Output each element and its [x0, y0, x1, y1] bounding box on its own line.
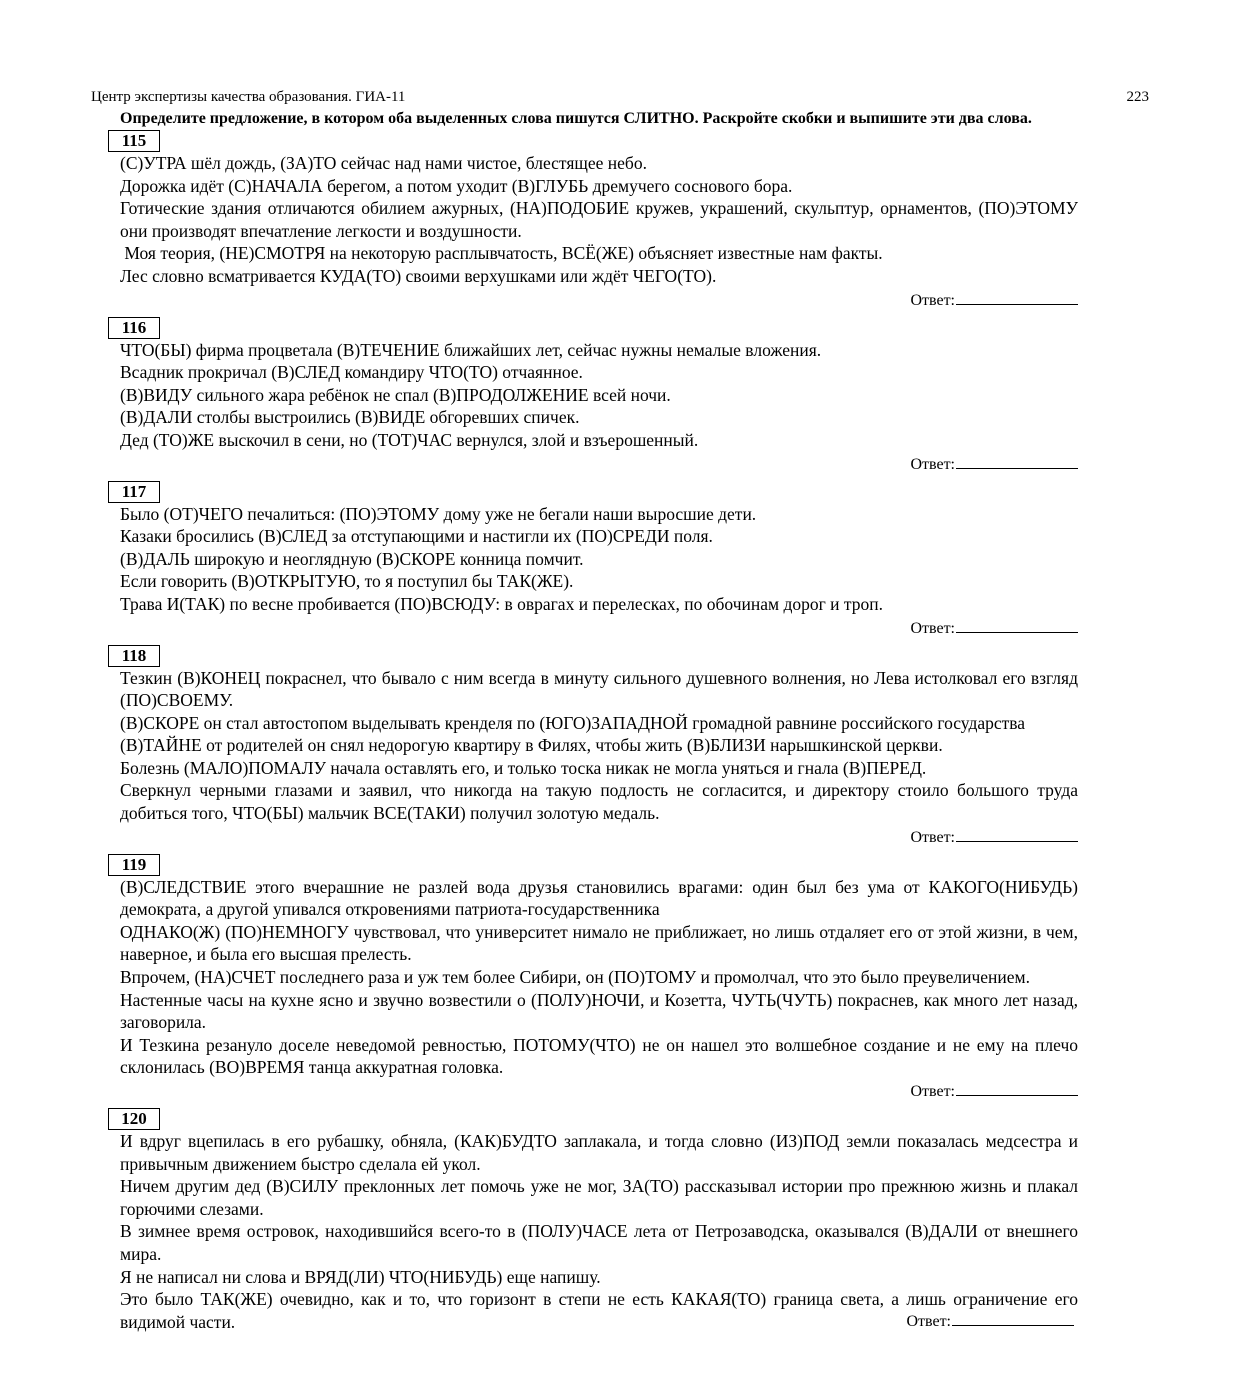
sentence: (В)СЛЕДСТВИЕ этого вчерашние не разлей вода друзья становились врагами: один был без ума от КАКОГО(НИБУДЬ) демократа, а другой упивался откровениями патриота-государственника [120, 876, 1078, 920]
sentence: (В)ТАЙНЕ от родителей он снял недорогую квартиру в Филях, чтобы жить (В)БЛИЗИ нарышкинской церкви. [120, 735, 943, 756]
task-117 [120, 480, 1078, 640]
answer-label: Ответ: [910, 828, 955, 846]
answer-label: Ответ: [910, 1083, 955, 1100]
task-118 [120, 644, 1078, 849]
task-number: 119 [108, 854, 160, 876]
instruction-text: Определите предложение, в котором оба выделенных слова пишутся СЛИТНО. Раскройте скобки и выпишите эти два слова. [120, 110, 1032, 127]
answer-row [120, 616, 1078, 640]
sentence: Если говорить (В)ОТКРЫТУЮ, то я поступил бы ТАК(ЖЕ). [120, 571, 574, 592]
sentence: Я не написал ни слова и ВРЯД(ЛИ) ЧТО(НИБУДЬ) еще напишу. [120, 1266, 601, 1287]
sentence: Всадник прокричал (В)СЛЕД командиру ЧТО(ТО) отчаянное. [120, 362, 583, 383]
task-number: 120 [108, 1108, 160, 1130]
answer-line[interactable] [956, 825, 1078, 842]
task-120 [120, 1107, 1078, 1333]
answer-label: Ответ: [906, 1312, 951, 1330]
sentence: И Тезкина резануло доселе неведомой ревностью, ПОТОМУ(ЧТО) не он нашел это волшебное создание и не ему на плечо склонилась (ВО)ВРЕМЯ танца аккуратная головка. [120, 1034, 1078, 1078]
answer-line[interactable] [956, 288, 1078, 305]
sentence: Сверкнул черными глазами и заявил, что никогда на такую подлость не согласится, и директору стоило большого труда добиться того, ЧТО(БЫ) мальчик ВСЕ(ТАКИ) получил золотую медаль. [120, 780, 1078, 824]
task-119 [120, 853, 1078, 1103]
answer-line[interactable] [956, 616, 1078, 633]
sentence: Тезкин (В)КОНЕЦ покраснел, что бывало с ним всегда в минуту сильного душевного волнения, но Лева истолковал его взгляд (ПО)СВОЕМУ. [120, 667, 1078, 711]
sentence: Ничем другим дед (В)СИЛУ преклонных лет помочь уже не мог, ЗА(ТО) рассказывал истории про прежнюю жизнь и плакал горючими слезами. [120, 1176, 1078, 1219]
sentence: (В)ДАЛЬ широкую и неоглядную (В)СКОРЕ конница помчит. [120, 548, 584, 569]
sentence: Дед (ТО)ЖЕ выскочил в сени, но (ТОТ)ЧАС вернулся, злой и взъерошенный. [120, 429, 699, 450]
page-header [91, 89, 1149, 109]
answer-row [120, 288, 1078, 312]
answer-label: Ответ: [910, 291, 955, 309]
sentence: Казаки бросились (В)СЛЕД за отступающими и настигли их (ПО)СРЕДИ поля. [120, 526, 713, 547]
task-number: 115 [108, 130, 160, 152]
sentence: Это было ТАК(ЖЕ) очевидно, как и то, что горизонт в степи не есть КАКАЯ(ТО) граница света, а лишь ограничение его видимой части. [120, 1289, 1078, 1332]
page-number: 223 [1126, 89, 1149, 105]
sentence: Трава И(ТАК) по весне пробивается (ПО)ВСЮДУ: в оврагах и перелесках, по обочинам дорог и троп. [120, 593, 884, 614]
sentence: Дорожка идёт (С)НАЧАЛА берегом, а потом уходит (В)ГЛУБЬ дремучего соснового бора. [120, 175, 793, 196]
sentence: (С)УТРА шёл дождь, (ЗА)ТО сейчас над нами чистое, блестящее небо. [120, 153, 647, 173]
answer-line[interactable] [952, 1309, 1074, 1326]
answer-line[interactable] [956, 1079, 1078, 1096]
sentence: (В)СКОРЕ он стал автостопом выделывать кренделя по (ЮГО)ЗАПАДНОЙ громадной равнине российского государства [120, 712, 1026, 733]
last-sentence-row [120, 1288, 1078, 1333]
answer-row [120, 1079, 1078, 1103]
task-number: 116 [108, 317, 160, 339]
sentence: Готические здания отличаются обилием ажурных, (НА)ПОДОБИЕ кружев, украшений, скульптур, орнаментов, (ПО)ЭТОМУ они производят впечатление легкости и воздушности. [120, 198, 1078, 241]
sentence: (В)ВИДУ сильного жара ребёнок не спал (В)ПРОДОЛЖЕНИЕ всей ночи. [120, 384, 671, 405]
answer-row [906, 1309, 1074, 1334]
sentence: В зимнее время островок, находившийся всего-то в (ПОЛУ)ЧАСЕ лета от Петрозаводска, оказывался (В)ДАЛИ от внешнего мира. [120, 1221, 1078, 1264]
header-title: Центр экспертизы качества образования. ГИА-11 [91, 89, 406, 105]
task-number: 117 [108, 481, 160, 503]
sentence: Лес словно всматривается КУДА(ТО) своими верхушками или ждёт ЧЕГО(ТО). [120, 265, 717, 286]
answer-line[interactable] [956, 452, 1078, 469]
task-number: 118 [108, 645, 160, 667]
sentence: Было (ОТ)ЧЕГО печалиться: (ПО)ЭТОМУ дому уже не бегали наши выросшие дети. [120, 503, 757, 524]
sentence: Впрочем, (НА)СЧЕТ последнего раза и уж тем более Сибири, он (ПО)ТОМУ и промолчал, что это было преувеличением. [120, 967, 1030, 988]
sentence: (В)ДАЛИ столбы выстроились (В)ВИДЕ обгоревших спичек. [120, 407, 580, 428]
sentence: Моя теория, (НЕ)СМОТРЯ на некоторую расплывчатость, ВСЁ(ЖЕ) объясняет известные нам факты. [120, 243, 883, 264]
answer-row [120, 825, 1078, 849]
task-115 [120, 129, 1078, 312]
sentence: Настенные часы на кухне ясно и звучно возвестили о (ПОЛУ)НОЧИ, и Козетта, ЧУТЬ(ЧУТЬ) покраснев, как много лет назад, заговорила. [120, 989, 1078, 1033]
sentence: ОДНАКО(Ж) (ПО)НЕМНОГУ чувствовал, что университет нимало не приближает, но лишь отдаляет его от этой жизни, в чем, наверное, и была его высшая прелесть. [120, 921, 1078, 965]
answer-label: Ответ: [910, 455, 955, 473]
sentence: ЧТО(БЫ) фирма процветала (В)ТЕЧЕНИЕ ближайших лет, сейчас нужны немалые вложения. [120, 339, 822, 360]
answer-label: Ответ: [910, 619, 955, 637]
document-body [120, 109, 1078, 1333]
sentence: Болезнь (МАЛО)ПОМАЛУ начала оставлять его, и только тоска никак не могла уняться и гнала (В)ПЕРЕД. [120, 757, 927, 778]
answer-row [120, 452, 1078, 476]
task-116 [120, 316, 1078, 476]
sentence: И вдруг вцепилась в его рубашку, обняла, (КАК)БУДТО заплакала, и тогда словно (ИЗ)ПОД земли показалась медсестра и привычным движением быстро сделала ей укол. [120, 1131, 1078, 1174]
